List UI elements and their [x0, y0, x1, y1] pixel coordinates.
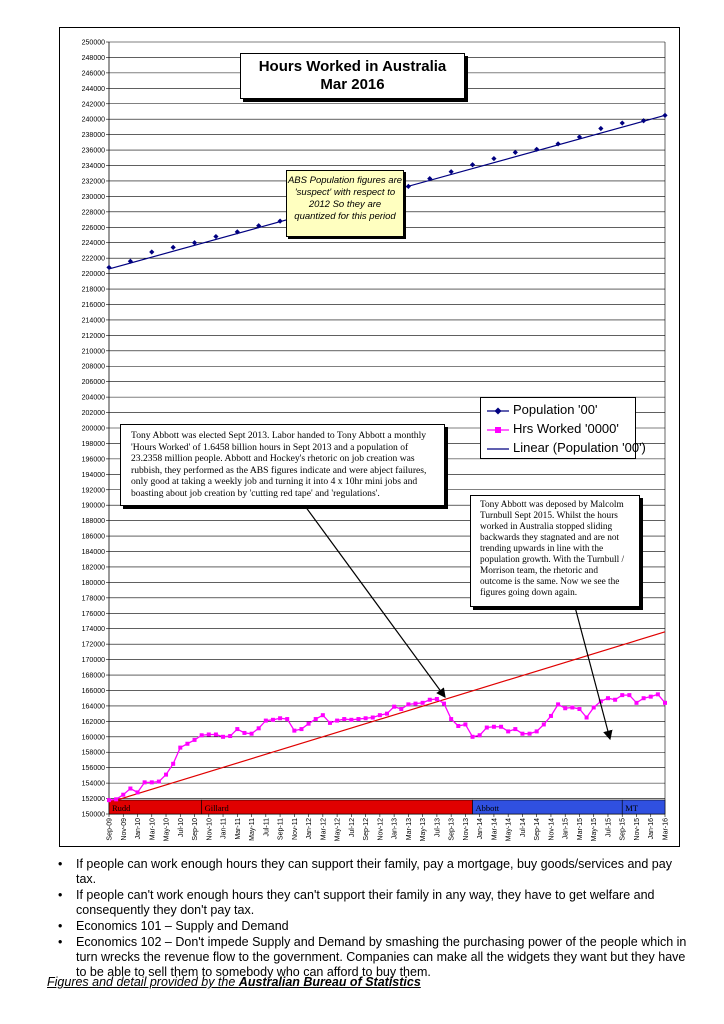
hours-marker [128, 787, 132, 791]
abbott-note: Tony Abbott was elected Sept 2013. Labor handed to Tony Abbott a monthly 'Hours Worked' of 1.6458 billion hours in Sept 2013 and a population of 23.2358 million people. Abbott and Hockey's rhetoric on job creation was rubbish, they performed as the ABS figures indicate and were abject failures, only good at taking a weekly job and turning it into 4 x 10hr mini jobs and boasting about job creation by 'cutting red tape' and 'regulations'. [120, 424, 445, 506]
hours-marker [463, 722, 467, 726]
hours-marker [299, 727, 303, 731]
hours-marker [449, 717, 453, 721]
y-tick-label: 160000 [81, 734, 105, 742]
hours-marker [663, 701, 667, 705]
x-tick-label: Nov-15 [633, 818, 641, 841]
x-tick-label: Jan-12 [306, 818, 314, 840]
y-tick-label: 228000 [81, 209, 105, 217]
population-marker [149, 249, 154, 254]
hours-marker [435, 697, 439, 701]
hours-marker [385, 712, 389, 716]
footer-source [47, 975, 421, 989]
hours-marker [577, 707, 581, 711]
y-tick-label: 204000 [81, 394, 105, 402]
y-tick-label: 200000 [81, 425, 105, 433]
x-tick-label: Mar-11 [234, 818, 242, 840]
chart-title-box [240, 53, 465, 99]
hours-marker [378, 713, 382, 717]
hours-marker [556, 702, 560, 706]
x-tick-label: Nov-12 [377, 818, 385, 841]
hours-marker [399, 707, 403, 711]
x-tick-label: Nov-11 [291, 818, 299, 841]
x-tick-label: Nov-14 [548, 818, 556, 841]
y-tick-label: 212000 [81, 332, 105, 340]
hours-marker [178, 746, 182, 750]
x-tick-label: Jul-10 [177, 818, 185, 838]
hours-marker [271, 718, 275, 722]
x-tick-label: Jan-14 [477, 818, 485, 840]
population-marker [662, 113, 667, 118]
x-tick-label: Sep-11 [277, 818, 285, 841]
abbott-arrow [305, 506, 445, 697]
legend-population-symbol [487, 406, 509, 416]
y-tick-label: 216000 [81, 301, 105, 309]
y-tick-label: 186000 [81, 533, 105, 541]
hours-marker [471, 735, 475, 739]
x-tick-label: May-14 [505, 818, 513, 842]
hours-marker [570, 705, 574, 709]
hours-marker [634, 701, 638, 705]
y-tick-label: 236000 [81, 147, 105, 155]
hours-marker [207, 732, 211, 736]
x-tick-label: Mar-13 [405, 818, 413, 841]
period-label-rudd: Rudd [112, 803, 131, 813]
hours-marker [228, 734, 232, 738]
hours-marker [307, 722, 311, 726]
x-tick-label: May-11 [249, 818, 257, 841]
hours-series-line [109, 694, 665, 800]
hours-marker [264, 719, 268, 723]
y-tick-label: 152000 [81, 796, 105, 804]
x-tick-label: May-13 [420, 818, 428, 842]
period-band-gillard [202, 800, 473, 814]
y-tick-label: 226000 [81, 224, 105, 232]
hours-marker [442, 702, 446, 706]
y-tick-label: 218000 [81, 286, 105, 294]
x-tick-label: Jan-15 [562, 818, 570, 840]
y-tick-label: 150000 [81, 811, 105, 819]
x-tick-label: Mar-10 [149, 818, 157, 841]
legend-hours-label: Hrs Worked '0000' [513, 421, 619, 436]
y-tick-label: 214000 [81, 317, 105, 325]
y-tick-label: 248000 [81, 54, 105, 62]
hours-marker [364, 716, 368, 720]
hours-marker [157, 780, 161, 784]
turnbull-note: Tony Abbott was deposed by Malcolm Turnbull Sept 2015. Whilst the hours worked in Australia stopped sliding backwards they stagnated and are not trending upwards in line with the population growth. With the Turnbull / Morrison team, the rhetoric and outcome is the same. Now we see the figures going down again. [470, 495, 640, 607]
y-tick-label: 172000 [81, 641, 105, 649]
hours-marker [606, 696, 610, 700]
hours-marker [392, 705, 396, 709]
x-tick-label: May-15 [591, 818, 599, 842]
turnbull-arrow [575, 607, 610, 739]
hours-marker [478, 733, 482, 737]
population-marker [491, 156, 496, 161]
hours-marker [257, 726, 261, 730]
y-tick-label: 220000 [81, 271, 105, 279]
hours-marker [528, 732, 532, 736]
population-marker [277, 219, 282, 224]
hours-marker [492, 725, 496, 729]
hours-marker [292, 729, 296, 733]
hours-marker [221, 735, 225, 739]
hours-trend-line [109, 632, 665, 803]
hours-marker [328, 721, 332, 725]
x-tick-label: Jan-16 [648, 818, 656, 840]
hours-marker [121, 793, 125, 797]
x-tick-label: Jan-13 [391, 818, 399, 840]
y-tick-label: 156000 [81, 765, 105, 773]
hours-marker [107, 798, 111, 802]
y-tick-label: 168000 [81, 672, 105, 680]
x-tick-label: Jul-12 [348, 818, 356, 838]
hours-marker [520, 732, 524, 736]
x-tick-label: Mar-12 [320, 818, 328, 841]
legend-population [487, 400, 629, 419]
y-tick-label: 208000 [81, 363, 105, 371]
hours-marker [535, 729, 539, 733]
y-tick-label: 240000 [81, 116, 105, 124]
hours-marker [513, 727, 517, 731]
hours-marker [506, 729, 510, 733]
hours-marker [649, 695, 653, 699]
y-tick-label: 174000 [81, 626, 105, 634]
x-tick-label: Jul-14 [519, 818, 527, 838]
hours-marker [592, 705, 596, 709]
population-note: ABS Population figures are 'suspect' with respect to 2012 So they are quantized for this period [286, 170, 404, 237]
x-tick-label: Sep-12 [363, 818, 371, 841]
hours-marker [656, 692, 660, 696]
hours-marker [342, 717, 346, 721]
x-tick-label: Mar-14 [491, 818, 499, 841]
legend-hours [487, 419, 629, 438]
y-tick-label: 232000 [81, 178, 105, 186]
x-tick-label: Jan-10 [135, 818, 143, 840]
x-tick-label: May-10 [163, 818, 171, 842]
chart-legend [480, 397, 646, 459]
hours-marker [414, 702, 418, 706]
x-tick-label: Nov-09 [120, 818, 128, 841]
hours-marker [278, 716, 282, 720]
period-label-mt: MT [625, 803, 638, 813]
population-marker [406, 184, 411, 189]
x-tick-label: Nov-13 [462, 818, 470, 841]
bullet-item: • If people can't work enough hours they can't support their family in any way, they have to get welfare and consequently they don't pay tax. [50, 888, 690, 918]
x-tick-label: May-12 [334, 818, 342, 842]
hours-marker [485, 726, 489, 730]
y-tick-label: 188000 [81, 518, 105, 526]
hours-marker [585, 716, 589, 720]
hours-marker [200, 733, 204, 737]
hours-marker [171, 762, 175, 766]
x-tick-label: Sep-09 [106, 818, 114, 841]
y-tick-label: 242000 [81, 101, 105, 109]
hours-marker [627, 693, 631, 697]
population-marker [598, 126, 603, 131]
y-tick-label: 192000 [81, 487, 105, 495]
y-tick-label: 196000 [81, 456, 105, 464]
y-tick-label: 238000 [81, 132, 105, 140]
hours-marker [371, 716, 375, 720]
hours-marker [613, 698, 617, 702]
x-tick-label: Sep-14 [534, 818, 542, 841]
hours-marker [250, 732, 254, 736]
hours-marker [285, 717, 289, 721]
y-tick-label: 198000 [81, 440, 105, 448]
y-tick-label: 182000 [81, 564, 105, 572]
hours-marker [499, 725, 503, 729]
legend-linear [487, 438, 646, 457]
hours-marker [642, 696, 646, 700]
hours-marker [335, 719, 339, 723]
y-tick-label: 158000 [81, 749, 105, 757]
chart-subtitle: Mar 2016 [320, 76, 385, 93]
y-tick-label: 224000 [81, 240, 105, 248]
x-tick-label: Jul-13 [434, 818, 442, 838]
population-marker [470, 162, 475, 167]
hours-marker [185, 742, 189, 746]
legend-linear-label: Linear (Population '00') [513, 440, 646, 455]
legend-population-label: Population '00' [513, 402, 598, 417]
y-tick-label: 178000 [81, 595, 105, 603]
hours-marker [421, 701, 425, 705]
hours-marker [549, 714, 553, 718]
x-tick-label: Nov-10 [206, 818, 214, 841]
y-tick-label: 180000 [81, 579, 105, 587]
y-tick-label: 170000 [81, 657, 105, 665]
chart-title: Hours Worked in Australia [258, 58, 447, 75]
y-tick-label: 162000 [81, 718, 105, 726]
period-label-abbott: Abbott [475, 803, 500, 813]
hours-marker [164, 773, 168, 777]
footer-prefix: Figures and detail provided by the [47, 975, 239, 989]
x-tick-label: Mar-16 [662, 818, 670, 841]
hours-marker [136, 790, 140, 794]
y-tick-label: 246000 [81, 70, 105, 78]
y-tick-label: 164000 [81, 703, 105, 711]
y-tick-label: 250000 [81, 39, 105, 47]
y-tick-label: 234000 [81, 163, 105, 171]
x-tick-label: Sep-13 [448, 818, 456, 841]
hours-marker [321, 713, 325, 717]
hours-marker [542, 722, 546, 726]
hours-marker [193, 738, 197, 742]
legend-linear-symbol [487, 444, 509, 454]
hours-marker [114, 797, 118, 801]
footer-source-name: Australian Bureau of Statistics [238, 975, 421, 989]
hours-marker [356, 717, 360, 721]
x-tick-label: Jan-11 [220, 818, 228, 839]
bullet-item: • Economics 102 – Don't impede Supply and Demand by smashing the purchasing power of the people which in turn wrecks the revenue flow to the government. Companies can make all the widgets they want but they have to be able to sell them to somebody who can afford to buy them. [50, 935, 690, 980]
x-tick-label: Sep-15 [619, 818, 627, 841]
bullet-item: • Economics 101 – Supply and Demand [50, 919, 690, 934]
y-tick-label: 194000 [81, 471, 105, 479]
y-tick-label: 230000 [81, 193, 105, 201]
y-tick-label: 166000 [81, 687, 105, 695]
hours-marker [235, 727, 239, 731]
y-tick-label: 184000 [81, 549, 105, 557]
hours-marker [143, 780, 147, 784]
y-tick-label: 244000 [81, 85, 105, 93]
x-tick-label: Sep-10 [192, 818, 200, 841]
y-tick-label: 206000 [81, 379, 105, 387]
y-tick-label: 176000 [81, 610, 105, 618]
y-tick-label: 210000 [81, 348, 105, 356]
population-marker [513, 150, 518, 155]
period-label-gillard: Gillard [204, 803, 229, 813]
bullet-list [50, 857, 690, 981]
hours-marker [428, 698, 432, 702]
hours-marker [242, 731, 246, 735]
hours-marker [563, 706, 567, 710]
hours-marker [314, 717, 318, 721]
bullet-item: • If people can work enough hours they can support their family, pay a mortgage, buy goods/services and pay tax. [50, 857, 690, 887]
population-marker [171, 245, 176, 250]
x-tick-label: Jul-15 [605, 818, 613, 838]
hours-marker [349, 718, 353, 722]
hours-marker [150, 780, 154, 784]
legend-hours-symbol [487, 425, 509, 435]
hours-marker [620, 693, 624, 697]
x-tick-label: Mar-15 [576, 818, 584, 841]
y-tick-label: 190000 [81, 502, 105, 510]
population-marker [106, 265, 111, 270]
x-tick-label: Jul-11 [263, 818, 271, 837]
hours-marker [456, 724, 460, 728]
population-marker [620, 120, 625, 125]
hours-marker [406, 702, 410, 706]
hours-marker [214, 732, 218, 736]
y-tick-label: 202000 [81, 410, 105, 418]
y-tick-label: 222000 [81, 255, 105, 263]
y-tick-label: 154000 [81, 780, 105, 788]
